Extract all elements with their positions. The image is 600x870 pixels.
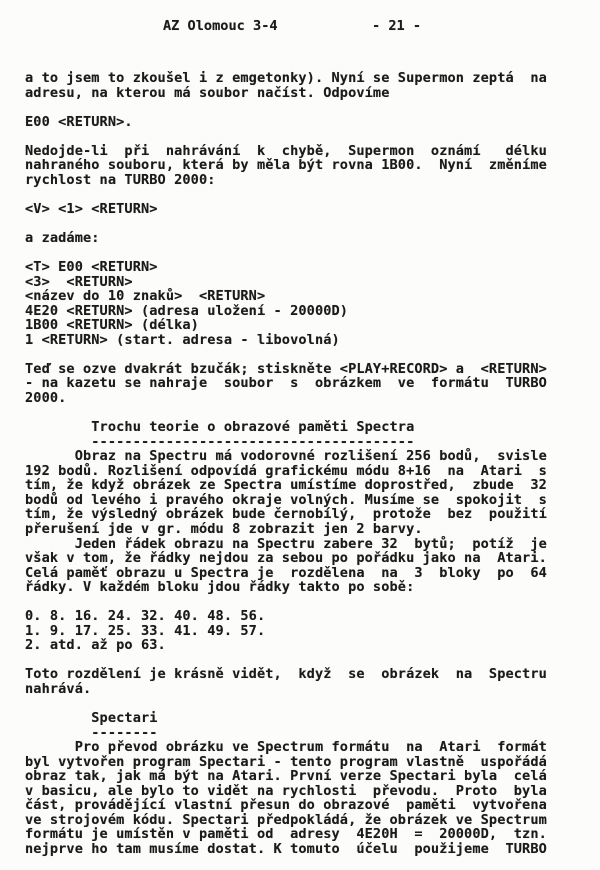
text-line: [25, 187, 590, 202]
text-line: část, provádějící vlastní přesun do obrazové paměti vytvořena: [25, 797, 547, 814]
text-line: 0. 8. 16. 24. 32. 40. 48. 56.: [25, 608, 266, 625]
text-line: [25, 246, 590, 261]
text-line: Pro převod obrázku ve Spectrum formátu na Atari formát: [25, 739, 547, 756]
text-line: Trochu teorie o obrazové paměti Spectra: [25, 419, 415, 436]
text-line: [25, 100, 590, 115]
text-line: řádky. V každém bloku jdou řádky takto po sobě:: [25, 579, 415, 596]
text-line: obraz tak, jak má být na Atari. První verze Spectari byla celá: [25, 768, 547, 785]
text-line: nejprve ho tam musíme dostat. K tomuto účelu použijeme TURBO: [25, 840, 547, 857]
text-line: tím, že když obrázek ze Spectra umístíme doprostřed, zbude 32: [25, 477, 547, 494]
document-body: [25, 71, 590, 857]
text-line: Teď se ozve dvakrát bzučák; stiskněte <PLAY+RECORD> a <RETURN>: [25, 360, 547, 377]
text-line: 2. atd. až po 63.: [25, 637, 166, 654]
header-title: AZ Olomouc 3-4: [163, 18, 278, 34]
text-line: <V> <1> <RETURN>: [25, 200, 158, 217]
text-line: byl vytvořen program Spectari - tento program vlastně uspořádá: [25, 753, 547, 770]
text-line: 1 <RETURN> (start. adresa - libovolná): [25, 331, 340, 348]
text-line: v basicu, ale bylo to vidět na rychlosti převodu. Proto byla: [25, 782, 547, 799]
text-line: ve strojovém kódu. Spectari předpokládá, že obrázek ve Spectrum: [25, 811, 547, 828]
text-line: a zadáme:: [25, 230, 100, 247]
header-page-number: - 21 -: [372, 18, 422, 34]
text-line: nahrává.: [25, 680, 92, 697]
text-line: 1B00 <RETURN> (délka): [25, 317, 199, 334]
text-line: [25, 595, 590, 610]
text-line: Obraz na Spectru má vodorovné rozlišení 256 bodů, svisle: [25, 448, 547, 465]
text-line: a to jsem to zkoušel i z emgetonky). Nyní se Supermon zeptá na: [25, 70, 547, 86]
text-line: --------: [25, 724, 158, 741]
text-line: [25, 216, 590, 231]
text-line: [25, 129, 590, 144]
text-line: bodů od levého i pravého okraje volných. Musíme se spokojit s: [25, 491, 547, 508]
text-line: 192 bodů. Rozlišení odpovídá grafickému módu 8+16 na Atari s: [25, 462, 547, 479]
text-line: Spectari: [25, 710, 158, 727]
text-line: adresu, na kterou má soubor načíst. Odpovíme: [25, 84, 390, 101]
text-line: však v tom, že řádky nejdou za sebou po pořádku jako na Atari.: [25, 550, 547, 567]
text-line: Jeden řádek obrazu na Spectru zabere 32 bytů; potíž je: [25, 535, 547, 552]
text-line: 4E20 <RETURN> (adresa uložení - 20000D): [25, 302, 349, 319]
text-line: nahraného souboru, která by měla být rovna 1B00. Nyní změníme: [25, 157, 547, 174]
text-line: [25, 697, 590, 712]
text-line: [25, 347, 590, 362]
text-line: formátu je umístěn v paměti od adresy 4E20H = 20000D, tzn.: [25, 826, 547, 843]
text-line: přerušení jde v gr. módu 8 zobrazit jen 2 barvy.: [25, 520, 423, 537]
text-line: rychlost na TURBO 2000:: [25, 171, 216, 188]
text-line: 2000.: [25, 390, 67, 407]
text-line: 1. 9. 17. 25. 33. 41. 49. 57.: [25, 622, 266, 639]
text-line: Toto rozdělení je krásně vidět, když se obrázek na Spectru: [25, 666, 547, 683]
text-line: Nedojde-li při nahrávání k chybě, Supermon oznámí délku: [25, 142, 547, 159]
text-line: tím, že výsledný obrázek bude černobílý, protože bez použití: [25, 506, 547, 523]
text-line: - na kazetu se nahraje soubor s obrázkem ve formátu TURBO: [25, 375, 547, 392]
text-line: E00 <RETURN>.: [25, 113, 133, 130]
text-line: <3> <RETURN>: [25, 273, 133, 290]
text-line: <název do 10 znaků> <RETURN>: [25, 288, 266, 305]
text-line: <T> E00 <RETURN>: [25, 259, 158, 276]
text-line: [25, 406, 590, 421]
text-line: Celá paměť obrazu u Spectra je rozdělena na 3 bloky po 64: [25, 564, 547, 581]
text-line: ---------------------------------------: [25, 433, 415, 450]
